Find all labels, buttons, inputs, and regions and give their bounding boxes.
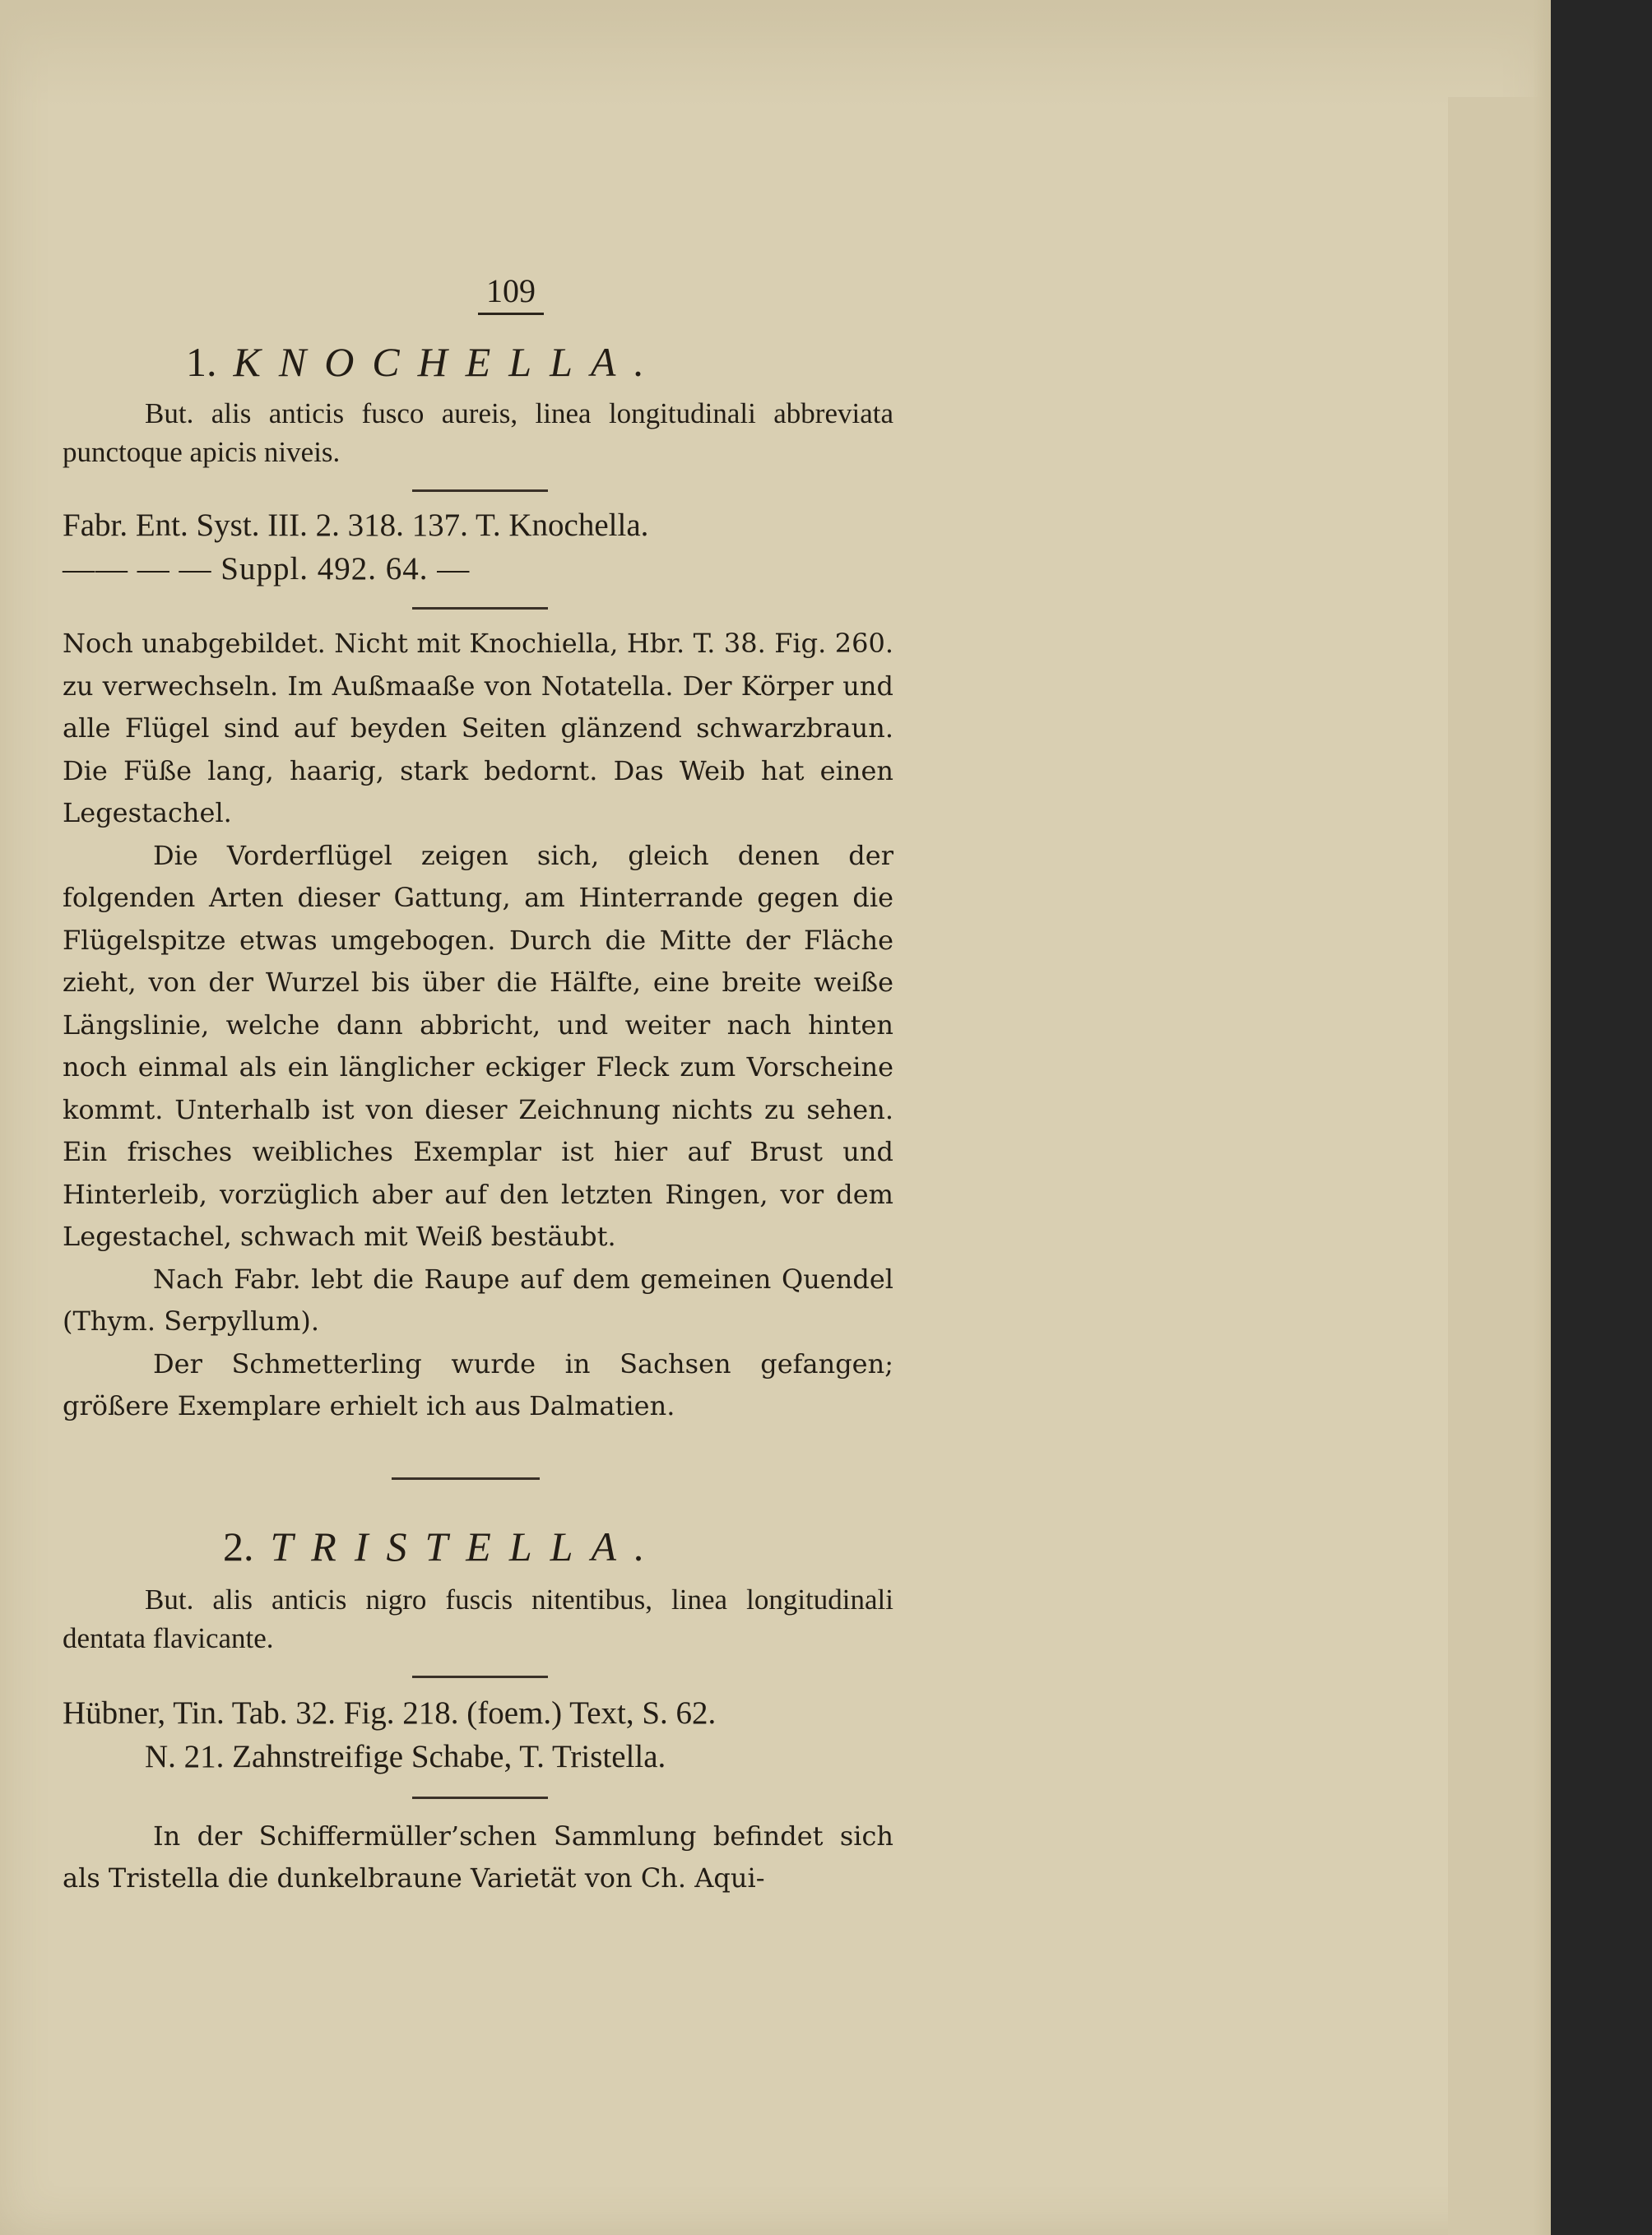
paragraph: Der Schmetterling wurde in Sachsen gefangen; größere Exemplare erhielt ich aus Dalmatien. — [63, 1347, 893, 1421]
divider — [412, 607, 548, 610]
latin-description: But. alis anticis nigro fuscis nitentibus, linea longitudinali dentata flavicante. — [63, 1583, 893, 1654]
paragraph: In der Schiffermüller’schen Sammlung befindet sich als Tristella die dunkelbraune Varietät von Ch. Aqui- — [63, 1820, 893, 1894]
reference-line: Hübner, Tin. Tab. 32. Fig. 218. (foem.) Text, S. 62. — [63, 1695, 717, 1731]
section-knochella — [63, 335, 893, 1428]
paragraph: Die Vorderflügel zeigen sich, gleich denen der folgenden Arten dieser Gattung, am Hinterrande gegen die Flügelspitze etwas umgebogen. Durch die Mitte der Fläche zieht, von der Wurzel bis über die Hälfte, eine breite weiße Längslinie, welche dann abbricht, und weiter nach hinten noch einmal als ein länglicher eckiger Fleck zum Vorscheine kommt. Unterhalb ist von dieser Zeichnung nichts zu sehen. Ein frisches weibliches Exemplar ist hier auf Brust und Hinterleib, vorzüglich aber auf den letzten Ringen, vor dem Legestachel, schwach mit Weiß bestäubt. — [63, 839, 893, 1252]
reference-line: Fabr. Ent. Syst. III. 2. 318. 137. T. Knochella. — [63, 508, 649, 543]
species-heading — [223, 1519, 893, 1574]
section-divider — [392, 1477, 540, 1480]
scanner-background — [1551, 0, 1652, 2235]
page-number: 109 — [478, 271, 544, 315]
reference-line: N. 21. Zahnstreifige Schabe, T. Tristella. — [145, 1738, 666, 1774]
species-number: 2. — [223, 1523, 254, 1570]
divider — [412, 1797, 548, 1799]
section-tristella — [63, 1519, 893, 1900]
divider — [412, 1676, 548, 1678]
species-number: 1. — [186, 339, 217, 385]
page-number-wrap — [128, 271, 893, 315]
text-block — [63, 271, 893, 1900]
paragraph: Nach Fabr. lebt die Raupe auf dem gemeinen Quendel (Thym. Serpyllum). — [63, 1263, 893, 1337]
paragraph: Noch unabgebildet. Nicht mit Knochiella, Hbr. T. 38. Fig. 260. zu verwechseln. Im Außmaaße von Notatella. Der Körper und alle Flügel sind auf beyden Seiten glänzend schwarzbraun. Die Füße lang, haarig, stark bedornt. Das Weib hat einen Legestachel. — [63, 628, 893, 828]
species-name: KNOCHELLA. — [233, 339, 662, 385]
latin-description: But. alis anticis fusco aureis, linea longitudinali abbreviata punctoque apicis niveis. — [63, 397, 893, 468]
reference-line: —— — — Suppl. 492. 64. — — [63, 551, 471, 587]
divider — [412, 489, 548, 492]
species-name: TRISTELLA. — [270, 1523, 663, 1570]
page-shadow-strip — [1448, 97, 1551, 2235]
species-heading — [186, 335, 893, 389]
